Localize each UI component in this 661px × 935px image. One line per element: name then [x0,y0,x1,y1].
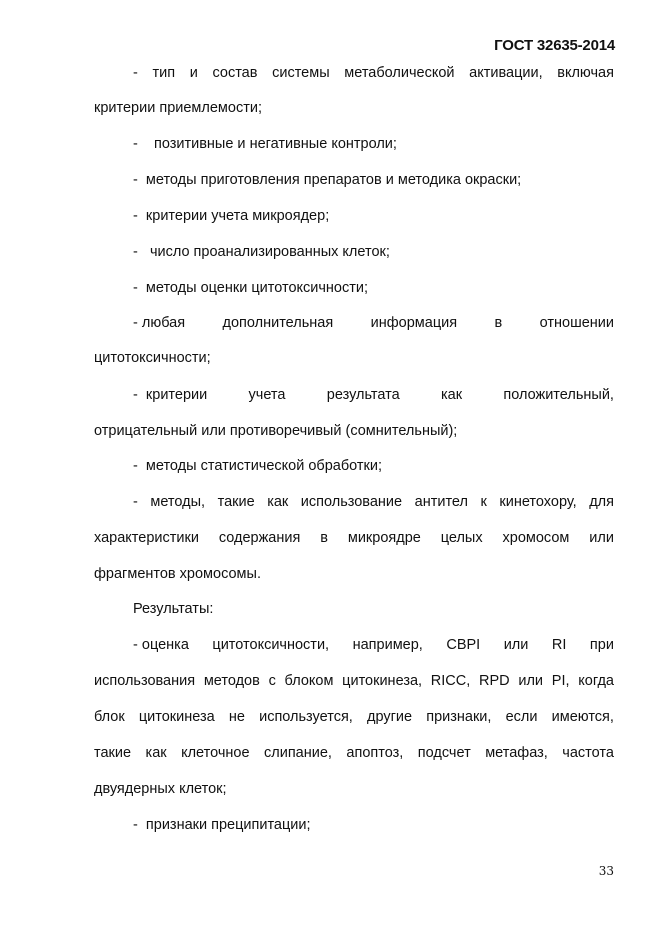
list-item-text: методы приготовления препаратов и методика окраски; [145,172,522,188]
list-item [133,456,614,476]
word: частота [562,745,614,761]
text: критерии приемлемости; [94,100,262,116]
word: другие [366,709,413,725]
word: микроядре [347,530,421,546]
text-line [94,528,614,548]
list-item-text: число проанализированных клеток; [149,244,390,260]
list-dash: - [133,280,138,296]
word [133,635,189,655]
list-item-text: признаки преципитации; [145,817,311,833]
word: CBPI [446,637,481,653]
word: RI [551,637,567,653]
text-line [94,779,614,799]
list-dash: - [133,387,138,403]
word: методы, [150,494,206,510]
word: как [267,494,289,510]
text-line [133,492,614,512]
word: такие [217,494,255,510]
list-dash: - [133,172,138,188]
word: или [503,637,529,653]
text-line [94,348,614,368]
word: или [518,673,544,689]
word: методов [203,673,260,689]
word: цитокинеза, [342,673,423,689]
text: фрагментов хромосомы. [94,566,261,582]
text-line [94,671,614,691]
text: цитотоксичности; [94,350,211,366]
word [133,313,185,333]
list-dash: - [133,817,138,833]
word: не [228,709,245,725]
text: отрицательный или противоречивый (сомнительный); [94,423,458,439]
list-item [133,134,614,154]
word: целых [440,530,483,546]
list-dash: - [133,494,138,510]
text-line [133,313,614,333]
word: содержания [218,530,301,546]
word: тип [152,65,176,81]
word: блок [94,709,125,725]
word: имеются, [551,709,614,725]
page-number: 33 [598,864,614,878]
word: хромосом [502,530,570,546]
word: например, [352,637,423,653]
word: когда [578,673,614,689]
word: использования [94,673,196,689]
word: как [145,745,167,761]
section-label [133,599,614,619]
list-item [133,278,614,298]
word: оценка [141,637,189,653]
word: RPD [479,673,510,689]
word: для [589,494,614,510]
word: цитотоксичности, [212,637,330,653]
word: цитокинеза [138,709,215,725]
word: PI, [551,673,570,689]
list-item-text: позитивные и негативные контроли; [153,136,397,152]
word: дополнительная [222,315,334,331]
list-item-text: методы оценки цитотоксичности; [145,280,369,296]
list-item [133,170,614,190]
word: состав [212,65,258,81]
word: используется, [259,709,353,725]
word: апоптоз, [346,745,404,761]
word: метафаз, [485,745,548,761]
word: включая [557,65,614,81]
text-line [133,385,614,405]
text-line [133,635,614,655]
word [133,385,207,405]
word: критерии [145,387,208,403]
word: информация [370,315,458,331]
word: слипание, [264,745,332,761]
text-line [94,564,614,584]
list-item [133,815,614,835]
text-line [133,63,614,83]
word: подсчет [417,745,471,761]
word: характеристики [94,530,199,546]
word: к [480,494,487,510]
text-line [94,421,614,441]
word: в [320,530,328,546]
word: любая [141,315,186,331]
list-dash: - [133,315,138,331]
word: RICC, [430,673,471,689]
word: кинетохору, [499,494,577,510]
word: или [589,530,614,546]
list-item-text: критерии учета микроядер; [145,208,330,224]
text-line [94,743,614,763]
list-dash: - [133,458,138,474]
word: отношении [539,315,614,331]
word: антител [414,494,468,510]
word: - [133,65,138,81]
list-dash: - [133,637,138,653]
word: признаки, [426,709,492,725]
word: результата [326,387,400,403]
word: активации, [469,65,543,81]
word: при [589,637,614,653]
list-dash: - [133,136,138,152]
list-item-text: методы статистической обработки; [145,458,383,474]
word: использование [300,494,403,510]
results-label: Результаты: [133,601,214,617]
word: учета [248,387,286,403]
text: двуядерных клеток; [94,781,227,797]
list-item [133,206,614,226]
word: как [441,387,463,403]
list-dash: - [133,244,138,260]
word: если [505,709,538,725]
word: клеточное [181,745,250,761]
word: в [494,315,503,331]
word: блоком [284,673,334,689]
word: системы [272,65,330,81]
text-line [94,707,614,727]
standard-code-header: ГОСТ 32635-2014 [494,37,615,54]
word: и [189,65,198,81]
text-line [94,98,614,118]
word: такие [94,745,132,761]
list-dash: - [133,208,138,224]
list-item [133,242,614,262]
word: положительный, [503,387,614,403]
word: с [268,673,276,689]
word: метаболической [344,65,455,81]
